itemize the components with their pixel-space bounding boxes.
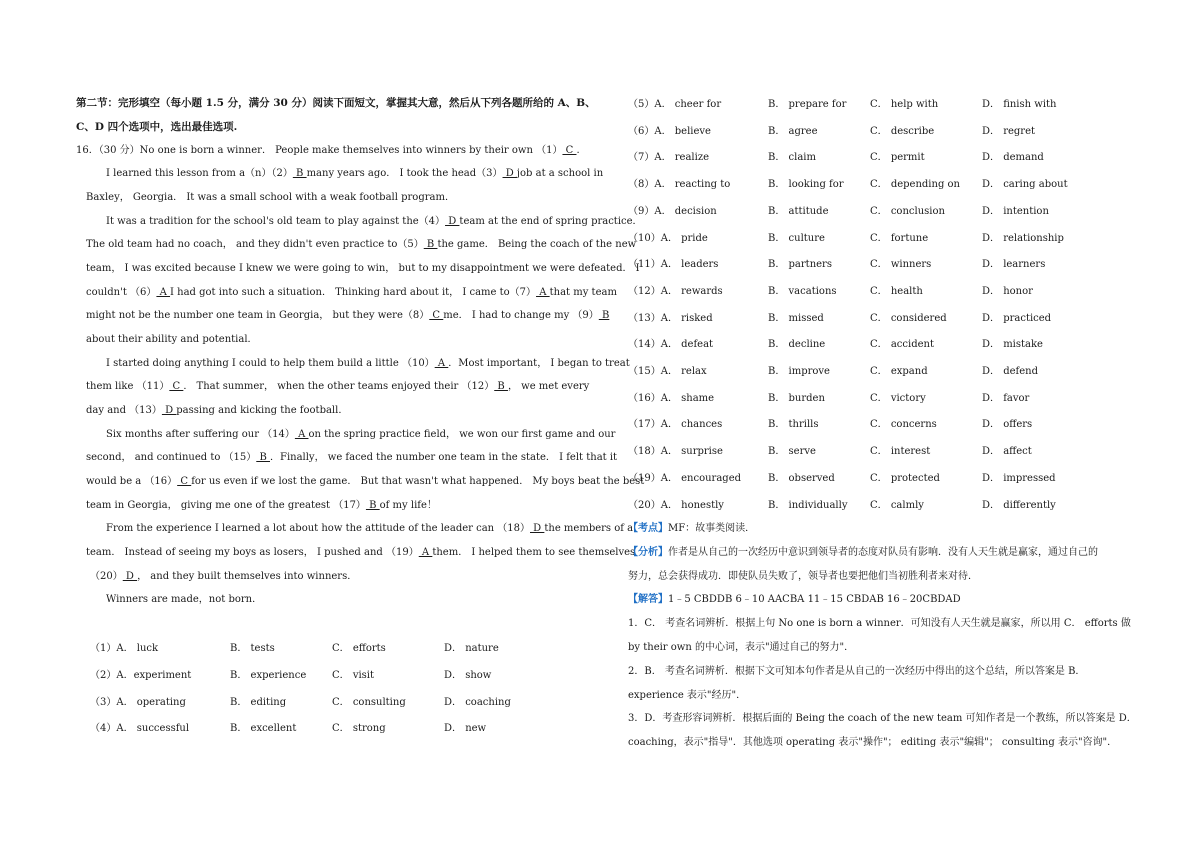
option-a: （18）A． surprise [628,446,723,457]
blank-4: D [445,216,460,227]
passage-line-18: team． Instead of seeing my boys as losers， I pushed and （19） A them． I helped them to see themselves [86,547,636,558]
option-b: B． claim [768,152,816,163]
passage-line-3: Baxley， Georgia． It was a small school with a weak football program． [86,192,455,203]
option-b: B． partners [768,259,832,270]
blank-3: D [502,168,517,179]
option-b: B． serve [768,446,816,457]
option-b: B． burden [768,393,825,404]
option-c: C． conclusion [870,206,945,217]
option-a: （8）A． reacting to [628,179,731,190]
option-d: D． impressed [982,473,1056,484]
passage-line-15: would be a （16） C for us even if we lost the game． But that wasn't what happened． My boys beat the best [86,476,645,487]
option-b: B． decline [768,339,826,350]
blank-20: D [122,571,138,582]
passage-line-14: second， and continued to （15） B ．Finally， we faced the number one team in the state． I felt that it [86,452,618,463]
section-heading: 第二节：完形填空（每小题 1.5 分，满分 30 分）阅读下面短文，掌握其大意，然后从下列各题所给的 A、B、 [76,97,596,109]
option-b: B． vacations [768,286,837,297]
option-b: B． thrills [768,419,819,430]
option-b: B． culture [768,233,825,244]
note-line-4: experience 表示"经历"． [628,690,747,701]
blank-15: B [256,452,270,463]
jieda-tag: 【解答】 [628,594,668,605]
passage-line-19: （20） D ， and they built themselves into winners． [90,571,358,582]
option-c: C． describe [870,126,935,137]
option-d: D． mistake [982,339,1043,350]
kaodian-line: 【考点】MF：故事类阅读． [628,523,756,534]
blank-9: B [598,310,610,321]
blank-16: C [177,476,192,487]
option-c: C． considered [870,313,947,324]
option-d: D． learners [982,259,1046,270]
option-a: （5）A． cheer for [628,99,722,110]
option-b: B． agree [768,126,818,137]
option-c: C． victory [870,393,926,404]
option-c: C． fortune [870,233,929,244]
option-a: （11）A． leaders [628,259,719,270]
passage-line-2: I learned this lesson from a（n）（2） B many years ago． I took the head（3） D job at a school in [106,168,604,179]
option-c: C． calmly [870,500,924,511]
note-line-5: 3．D．考查形容词辨析．根据后面的 Being the coach of the new team 可知作者是一个教练，所以答案是 D． [628,713,1137,724]
passage-line-11: them like （11） C ． That summer， when the other teams enjoyed their （12） B ， we met every [86,381,590,392]
option-d: D． defend [982,366,1038,377]
option-d: D． honor [982,286,1033,297]
section-heading-cont: C、D 四个选项中，选出最佳选项. [76,121,238,133]
option-d: D． intention [982,206,1049,217]
option-d: D． demand [982,152,1044,163]
option-a: （19）A． encouraged [628,473,742,484]
option-b: B． observed [768,473,835,484]
fenxi-line: 【分析】作者是从自己的一次经历中意识到领导者的态度对队员有影响．没有人天生就是赢家，通过自己的 [628,547,1098,558]
jieda-line: 【解答】1﹣5 CBDDB 6﹣10 AACBA 11﹣15 CBDAB 16﹣20CBDAD [628,594,961,605]
blank-5: B [423,239,438,250]
blank-10: A [434,358,449,369]
option-c: C． help with [870,99,939,110]
passage-line-16: team in Georgia， giving me one of the greatest （17） B of my life！ [86,500,437,511]
passage-line-13: Six months after suffering our （14） A on the spring practice field， we won our first game and our [106,429,616,440]
passage-line-8: might not be the number one team in Georgia， but they were（8） C me． I had to change my （9） B [86,310,610,321]
blank-11: C [169,381,184,392]
passage-line-7: couldn't （6） A I had got into such a situation． Thinking hard about it， I came to（7） A that my team [86,287,617,298]
option-a: （9）A． decision [628,206,717,217]
option-c: C． interest [870,446,931,457]
note-line-1: 1．C． 考查名词辨析．根据上句 No one is born a winner．可知没有人天生就是赢家，所以用 C． efforts 做 [628,618,1131,629]
option-a: （15）A． relax [628,366,707,377]
passage-line-5: The old team had no coach， and they didn't even practice to（5） B the game． Being the coach of the new [86,239,637,250]
blank-18: D [530,523,545,534]
blank-1: C [562,145,577,156]
fenxi-line-2: 努力，总会获得成功．即使队员失败了，领导者也要把他们当初胜利者来对待． [628,571,978,582]
blank-19: A [418,547,433,558]
option-b: B． improve [768,366,830,377]
option-a: （20）A． honestly [628,500,724,511]
option-b: B． missed [768,313,824,324]
passage-line-10: I started doing anything I could to help them build a little （10） A ．Most important， I began to treat [106,358,630,369]
option-c: C． protected [870,473,940,484]
option-a: （13）A． risked [628,313,713,324]
option-c: C． depending on [870,179,960,190]
option-a: （14）A． defeat [628,339,714,350]
blank-12: B [494,381,508,392]
blank-2: B [292,168,307,179]
option-a: （17）A． chances [628,419,723,430]
option-c: C． health [870,286,923,297]
note-line-2: by their own 的中心词，表示"通过自己的努力"． [628,642,855,653]
option-c: C． concerns [870,419,937,430]
blank-13: D [161,405,177,416]
option-d: D． regret [982,126,1036,137]
option-d: D． differently [982,500,1056,511]
option-b: B． individually [768,500,848,511]
blank-14: A [294,429,309,440]
option-a: （10）A． pride [628,233,708,244]
passage-line-4: It was a tradition for the school's old team to play against the（4） D team at the end of spring practice． [106,216,643,227]
passage-line-6: team， I was excited because I knew we were going to win， but to my disappointment we were defeated． I [86,263,640,274]
kaodian-tag: 【考点】 [628,523,668,534]
blank-8: C [429,310,444,321]
option-d: D． caring about [982,179,1068,190]
option-c: C． permit [870,152,925,163]
option-c: C． winners [870,259,932,270]
option-b: B． prepare for [768,99,847,110]
option-a: （12）A． rewards [628,286,723,297]
fenxi-tag: 【分析】 [628,547,668,558]
option-a: （6）A． believe [628,126,711,137]
note-line-3: 2．B． 考查名词辨析．根据下文可知本句作者是从自己的一次经历中得出的这个总结，所以答案是 B． [628,666,1086,677]
option-d: D． favor [982,393,1030,404]
option-d: D． relationship [982,233,1064,244]
option-a: （7）A． realize [628,152,710,163]
blank-17: B [365,500,380,511]
passage-line-17: From the experience I learned a lot about how the attitude of the leader can （18） D the members of a [106,523,634,534]
option-a: （16）A． shame [628,393,715,404]
passage-line-1: 16．（30 分）No one is born a winner． People make themselves into winners by their own （1） C . [76,145,580,156]
note-line-6: coaching，表示"指导"．其他选项 operating 表示"操作"； editing 表示"编辑"； consulting 表示"咨询"． [628,737,1118,748]
option-d: D． offers [982,419,1033,430]
option-d: D． affect [982,446,1032,457]
passage-line-12: day and （13） D passing and kicking the football． [86,405,349,416]
option-d: D． finish with [982,99,1057,110]
option-b: B． attitude [768,206,829,217]
blank-6: A [156,287,171,298]
option-c: C． accident [870,339,934,350]
passage-line-20: Winners are made，not born． [106,594,263,605]
option-d: D． practiced [982,313,1052,324]
passage-line-9: about their ability and potential． [86,334,258,345]
option-b: B． looking for [768,179,844,190]
option-c: C． expand [870,366,928,377]
blank-7: A [536,287,550,298]
